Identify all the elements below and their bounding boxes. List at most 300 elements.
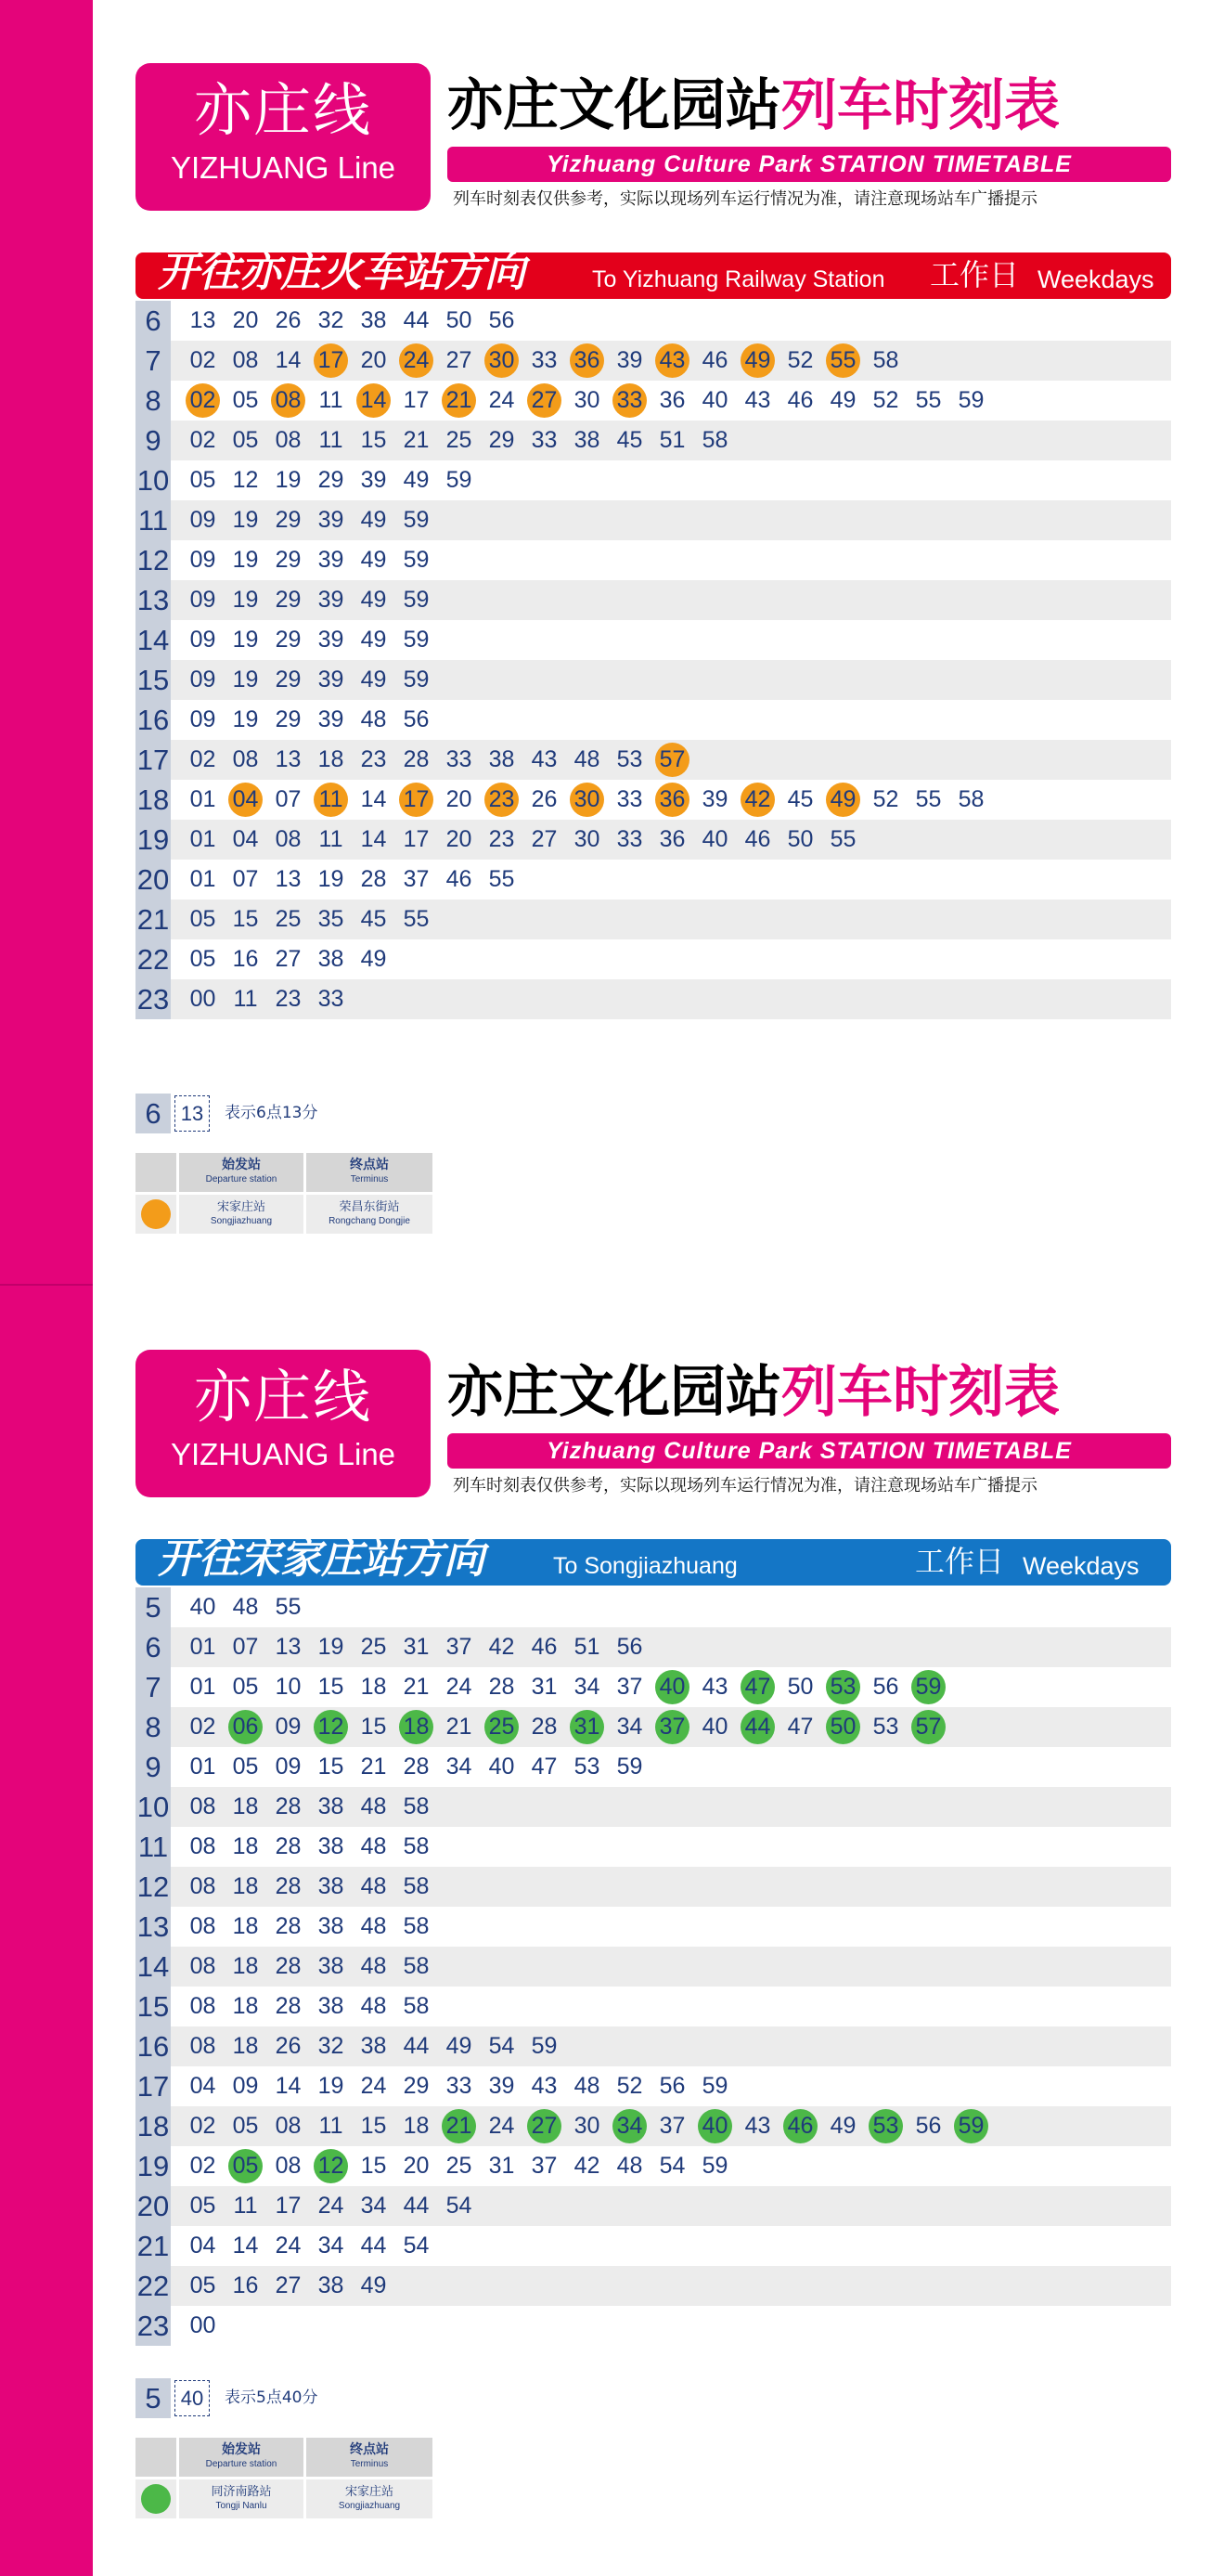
minute-cell: 23 [488, 826, 515, 852]
minute-cell: 01 [189, 866, 216, 892]
hour-label: 21 [135, 2226, 171, 2266]
minute-cell: 14 [360, 826, 387, 852]
minute-cell-short-turn: 46 [783, 2109, 818, 2143]
minute-cell: 15 [360, 2153, 387, 2179]
minute-cell-short-turn: 12 [314, 2149, 348, 2183]
green-dot-icon [141, 2484, 171, 2514]
hour-label: 7 [135, 1667, 171, 1707]
station-title [447, 1359, 1060, 1426]
timetable-row [135, 421, 1171, 460]
timetable-row [135, 540, 1171, 580]
example-hour: 5 [135, 2378, 171, 2418]
hour-label: 10 [135, 1787, 171, 1827]
minute-cell: 58 [403, 1793, 430, 1819]
minute-cell: 01 [189, 826, 216, 852]
minute-cell: 24 [317, 2193, 344, 2219]
minute-cell: 55 [830, 826, 857, 852]
timetable-row [135, 1747, 1171, 1787]
minute-cell: 04 [189, 2233, 216, 2259]
minute-cell: 53 [616, 746, 643, 772]
hour-label: 14 [135, 1947, 171, 1987]
minute-cell: 52 [872, 786, 899, 812]
minute-cell-short-turn: 37 [655, 1710, 689, 1744]
minute-cell: 47 [531, 1754, 558, 1780]
line-logo [135, 1350, 431, 1497]
minute-cell: 51 [659, 427, 686, 453]
direction-en: To Songjiazhuang [553, 1553, 738, 1579]
minute-cell-short-turn: 08 [271, 383, 305, 418]
minute-cell: 20 [403, 2153, 430, 2179]
minute-cell: 15 [360, 1714, 387, 1740]
minute-cell: 08 [275, 2113, 302, 2139]
minute-cell: 51 [573, 1634, 600, 1660]
minute-cell-short-turn: 33 [612, 383, 647, 418]
legend-end-station [306, 2479, 432, 2518]
minute-cell: 44 [360, 2233, 387, 2259]
minute-cell: 28 [531, 1714, 558, 1740]
minute-cell-short-turn: 25 [484, 1710, 519, 1744]
minute-cell: 39 [360, 467, 387, 493]
hour-label: 17 [135, 740, 171, 780]
minute-cell: 54 [488, 2033, 515, 2059]
minute-cell: 48 [232, 1594, 259, 1620]
station-title [447, 72, 1060, 139]
timetable-row [135, 1867, 1171, 1907]
notice-text: 列车时刻表仅供参考，实际以现场列车运行情况为准，请注意现场站车广播提示 [453, 189, 1037, 209]
timetable-row [135, 580, 1171, 620]
legend-row [135, 2479, 432, 2518]
minute-cell: 18 [232, 1953, 259, 1979]
minute-cell: 48 [573, 746, 600, 772]
timetable-row [135, 2266, 1171, 2306]
minute-cell: 49 [360, 2272, 387, 2298]
minute-cell: 20 [445, 826, 472, 852]
timetable-row [135, 2146, 1171, 2186]
start-station-zh: 同济南路站 [211, 2485, 272, 2499]
minute-cell-short-turn: 06 [228, 1710, 263, 1744]
minute-cell: 39 [317, 547, 344, 573]
minute-cell-short-turn: 36 [655, 783, 689, 817]
hour-label: 17 [135, 2066, 171, 2106]
minute-cell: 44 [403, 2193, 430, 2219]
timetable-title-zh: 列车时刻表 [781, 73, 1060, 138]
hour-label: 13 [135, 1907, 171, 1947]
timetable-rows [135, 301, 1171, 1019]
minute-cell: 16 [232, 946, 259, 972]
departure-header-en: Departure station [205, 1174, 277, 1184]
minute-cell-short-turn: 18 [399, 1710, 433, 1744]
day-type-zh: 工作日 [930, 257, 1020, 292]
hour-label: 16 [135, 700, 171, 740]
minute-cell: 33 [445, 746, 472, 772]
minute-cell: 48 [360, 1793, 387, 1819]
minute-cell: 25 [445, 2153, 472, 2179]
minute-cell: 18 [403, 2113, 430, 2139]
hour-label: 15 [135, 1987, 171, 2026]
minute-cell: 58 [702, 427, 728, 453]
timetable-title-zh: 列车时刻表 [781, 1360, 1060, 1425]
minute-cell: 59 [616, 1754, 643, 1780]
minute-cell: 14 [232, 2233, 259, 2259]
minute-cell: 29 [275, 587, 302, 613]
hour-label: 10 [135, 460, 171, 500]
timetable-row [135, 620, 1171, 660]
minute-cell: 05 [189, 2272, 216, 2298]
minute-cell: 46 [744, 826, 771, 852]
minute-cell: 24 [445, 1674, 472, 1700]
minute-cell: 50 [787, 826, 814, 852]
minute-cell: 01 [189, 786, 216, 812]
minute-cell: 02 [189, 427, 216, 453]
minute-cell: 00 [189, 986, 216, 1012]
orange-dot-icon [141, 1199, 171, 1229]
hour-label: 19 [135, 820, 171, 860]
timetable-row [135, 1947, 1171, 1987]
minute-cell: 28 [275, 1913, 302, 1939]
minute-cell-short-turn: 40 [655, 1670, 689, 1704]
timetable-row [135, 301, 1171, 341]
minute-cell: 29 [403, 2073, 430, 2099]
minute-cell: 50 [445, 307, 472, 333]
minute-cell: 52 [787, 347, 814, 373]
hour-label: 18 [135, 2106, 171, 2146]
minute-cell: 24 [488, 387, 515, 413]
hour-label: 8 [135, 381, 171, 421]
minute-cell: 55 [403, 906, 430, 932]
minute-cell-short-turn: 36 [570, 343, 604, 378]
timetable-row [135, 979, 1171, 1019]
minute-cell: 02 [189, 2113, 216, 2139]
minute-cell: 09 [275, 1714, 302, 1740]
direction-en: To Yizhuang Railway Station [592, 266, 885, 292]
direction-bar [135, 249, 1171, 299]
minute-cell: 15 [360, 2113, 387, 2139]
minute-cell: 25 [275, 906, 302, 932]
minute-cell: 00 [189, 2312, 216, 2338]
minute-cell: 43 [531, 2073, 558, 2099]
minute-cell: 40 [702, 826, 728, 852]
timetable-row [135, 1907, 1171, 1947]
direction-bar [135, 1535, 1171, 1586]
legend-blank-cell [135, 2438, 176, 2477]
hour-label: 6 [135, 1627, 171, 1667]
minute-cell: 52 [872, 387, 899, 413]
legend-table [135, 1153, 432, 1234]
minute-cell-short-turn: 11 [314, 783, 348, 817]
minute-cell: 11 [233, 986, 258, 1012]
hour-label: 9 [135, 1747, 171, 1787]
departure-header-en: Departure station [205, 2459, 277, 2469]
hour-label: 16 [135, 2026, 171, 2066]
minute-cell: 09 [189, 547, 216, 573]
minute-cell: 16 [232, 2272, 259, 2298]
minute-cell: 59 [702, 2073, 728, 2099]
minute-cell: 37 [445, 1634, 472, 1660]
hour-label: 14 [135, 620, 171, 660]
direction-zh: 开往亦庄火车站方向 [158, 249, 525, 296]
minute-cell: 04 [232, 826, 259, 852]
minute-cell: 59 [403, 547, 430, 573]
hour-label: 13 [135, 580, 171, 620]
minute-cell: 28 [275, 1833, 302, 1859]
minute-cell: 42 [573, 2153, 600, 2179]
minute-cell: 29 [275, 547, 302, 573]
hour-label: 20 [135, 860, 171, 900]
direction-zh: 开往宋家庄站方向 [158, 1535, 484, 1583]
minute-cell: 59 [403, 667, 430, 693]
start-station-zh: 宋家庄站 [216, 1200, 265, 1214]
minute-cell: 29 [275, 706, 302, 732]
minute-cell: 17 [403, 826, 430, 852]
minute-cell: 18 [232, 1993, 259, 2019]
minute-cell: 38 [360, 307, 387, 333]
example-explanation: 表示5点40分 [225, 2388, 318, 2407]
minute-cell: 27 [275, 946, 302, 972]
minute-cell: 45 [616, 427, 643, 453]
minute-cell: 28 [488, 1674, 515, 1700]
departure-header-zh: 始发站 [222, 1158, 261, 1172]
minute-cell: 58 [403, 1913, 430, 1939]
minute-cell: 05 [232, 427, 259, 453]
legend-marker-cell [135, 2479, 176, 2518]
minute-cell: 59 [531, 2033, 558, 2059]
minute-cell: 36 [659, 387, 686, 413]
minute-cell: 29 [275, 667, 302, 693]
minute-cell: 39 [317, 667, 344, 693]
example-hour: 6 [135, 1094, 171, 1133]
minute-cell-short-turn: 57 [911, 1710, 946, 1744]
minute-cell: 18 [360, 1674, 387, 1700]
timetable-panel-songjiazhuang [135, 1350, 1171, 2519]
minute-cell: 39 [317, 507, 344, 533]
legend-start-station [179, 2479, 303, 2518]
minute-cell: 11 [233, 2193, 258, 2219]
minute-cell: 19 [317, 866, 344, 892]
minute-cell-short-turn: 40 [698, 2109, 732, 2143]
minute-cell-short-turn: 57 [655, 743, 689, 777]
hour-label: 8 [135, 1707, 171, 1747]
minute-cell: 18 [232, 1913, 259, 1939]
minute-cell: 52 [616, 2073, 643, 2099]
minute-cell: 17 [275, 2193, 302, 2219]
minute-cell: 38 [317, 1953, 344, 1979]
timetable-row [135, 1787, 1171, 1827]
minute-cell: 18 [232, 1873, 259, 1899]
minute-cell-short-turn: 05 [228, 2149, 263, 2183]
minute-cell-short-turn: 59 [911, 1670, 946, 1704]
minute-cell: 33 [531, 347, 558, 373]
minute-cell: 19 [232, 507, 259, 533]
minute-cell: 44 [403, 2033, 430, 2059]
minute-cell: 19 [232, 706, 259, 732]
minute-cell: 59 [403, 627, 430, 653]
minute-cell: 07 [232, 1634, 259, 1660]
minute-cell: 59 [403, 587, 430, 613]
minute-cell: 09 [189, 706, 216, 732]
timetable-row [135, 700, 1171, 740]
terminus-header-zh: 终点站 [350, 1158, 389, 1172]
minute-cell: 11 [318, 2113, 343, 2139]
minute-cell-short-turn: 17 [399, 783, 433, 817]
minute-cell: 28 [275, 1793, 302, 1819]
minute-cell: 49 [360, 627, 387, 653]
hour-label: 11 [135, 1827, 171, 1867]
minute-cell-short-turn: 24 [399, 343, 433, 378]
minute-cell: 26 [531, 786, 558, 812]
minute-cell: 19 [232, 667, 259, 693]
minute-cell: 13 [275, 746, 302, 772]
minute-cell: 49 [445, 2033, 472, 2059]
minute-cell: 29 [275, 507, 302, 533]
minute-cell: 31 [403, 1634, 430, 1660]
hour-label: 18 [135, 780, 171, 820]
example-minute: 13 [174, 1095, 210, 1132]
minute-cell: 54 [445, 2193, 472, 2219]
minute-cell: 33 [531, 427, 558, 453]
minute-cell: 48 [616, 2153, 643, 2179]
minute-cell: 18 [317, 746, 344, 772]
start-station-en: Tongji Nanlu [215, 2501, 267, 2511]
minute-cell: 01 [189, 1754, 216, 1780]
minute-cell: 02 [189, 1714, 216, 1740]
hour-label: 11 [135, 500, 171, 540]
minute-cell-short-turn: 55 [826, 343, 860, 378]
minute-cell: 40 [702, 387, 728, 413]
minute-cell: 34 [573, 1674, 600, 1700]
minute-cell: 54 [403, 2233, 430, 2259]
minute-cell: 43 [744, 387, 771, 413]
end-station-en: Songjiazhuang [338, 2501, 401, 2511]
minute-cell: 21 [360, 1754, 387, 1780]
minute-cell: 08 [189, 1793, 216, 1819]
minute-cell: 08 [275, 2153, 302, 2179]
legend-terminus-header [306, 2438, 432, 2477]
minute-cell: 49 [403, 467, 430, 493]
minute-cell: 34 [360, 2193, 387, 2219]
minute-cell: 56 [616, 1634, 643, 1660]
timetable-row [135, 820, 1171, 860]
station-name-en: Yizhuang Culture Park STATION TIMETABLE [447, 147, 1171, 182]
minute-cell: 53 [872, 1714, 899, 1740]
minute-cell: 39 [488, 2073, 515, 2099]
minute-cell: 38 [317, 1833, 344, 1859]
minute-cell-short-turn: 30 [484, 343, 519, 378]
timetable-row [135, 381, 1171, 421]
minute-cell: 58 [872, 347, 899, 373]
minute-cell: 58 [403, 1953, 430, 1979]
minute-cell: 28 [275, 1873, 302, 1899]
minute-cell-short-turn: 02 [186, 383, 220, 418]
minute-cell: 15 [232, 906, 259, 932]
hour-label: 22 [135, 2266, 171, 2306]
minute-cell: 38 [360, 2033, 387, 2059]
minute-cell: 08 [189, 1913, 216, 1939]
hour-label: 15 [135, 660, 171, 700]
hour-label: 22 [135, 939, 171, 979]
timetable-row [135, 1667, 1171, 1707]
minute-cell: 47 [787, 1714, 814, 1740]
minute-cell: 58 [403, 1993, 430, 2019]
legend-header-row [135, 2438, 432, 2477]
minute-cell: 38 [317, 1993, 344, 2019]
minute-cell-short-turn: 27 [527, 383, 561, 418]
minute-cell: 08 [189, 1833, 216, 1859]
minute-cell: 42 [488, 1634, 515, 1660]
minute-cell: 21 [403, 1674, 430, 1700]
timetable-row [135, 1707, 1171, 1747]
minute-cell-short-turn: 44 [741, 1710, 775, 1744]
legend-start-station [179, 1195, 303, 1234]
minute-cell: 58 [403, 1833, 430, 1859]
station-name-en: Yizhuang Culture Park STATION TIMETABLE [447, 1433, 1171, 1469]
minute-cell: 08 [232, 746, 259, 772]
minute-cell: 05 [232, 1674, 259, 1700]
minute-cell: 56 [872, 1674, 899, 1700]
end-station-zh: 宋家庄站 [344, 2485, 393, 2499]
minute-cell: 25 [445, 427, 472, 453]
minute-cell: 05 [232, 387, 259, 413]
timetable-row [135, 2306, 1171, 2346]
minute-cell: 08 [189, 2033, 216, 2059]
minute-cell: 15 [360, 427, 387, 453]
minute-cell: 20 [232, 307, 259, 333]
minute-cell: 02 [189, 2153, 216, 2179]
minute-cell: 49 [360, 587, 387, 613]
minute-cell: 39 [702, 786, 728, 812]
minute-cell: 58 [958, 786, 985, 812]
departure-header-zh: 始发站 [222, 2442, 261, 2457]
minute-cell: 28 [275, 1953, 302, 1979]
minute-cell: 24 [360, 2073, 387, 2099]
minute-cell: 49 [360, 547, 387, 573]
minute-cell-short-turn: 14 [356, 383, 391, 418]
minute-cell: 48 [360, 706, 387, 732]
minute-cell: 08 [232, 347, 259, 373]
minute-cell-short-turn: 59 [954, 2109, 988, 2143]
minute-cell: 38 [317, 946, 344, 972]
minute-cell: 28 [403, 1754, 430, 1780]
end-station-zh: 荣昌东街站 [339, 1200, 400, 1214]
line-name-zh: 亦庄线 [193, 76, 372, 144]
example-explanation: 表示6点13分 [225, 1104, 318, 1122]
minute-cell: 39 [317, 706, 344, 732]
minute-cell: 54 [659, 2153, 686, 2179]
hour-label: 23 [135, 979, 171, 1019]
minute-cell: 56 [915, 2113, 942, 2139]
minute-cell-short-turn: 21 [442, 2109, 476, 2143]
timetable-row [135, 2186, 1171, 2226]
minute-cell: 49 [360, 507, 387, 533]
minute-cell: 38 [317, 2272, 344, 2298]
minute-cell: 01 [189, 1674, 216, 1700]
minute-cell: 34 [317, 2233, 344, 2259]
minute-cell: 39 [317, 587, 344, 613]
minute-cell: 46 [702, 347, 728, 373]
minute-cell: 26 [275, 307, 302, 333]
day-type-en: Weekdays [1037, 265, 1154, 293]
minute-cell: 11 [318, 387, 343, 413]
timetable-row [135, 2106, 1171, 2146]
minute-cell: 38 [317, 1873, 344, 1899]
legend-departure-header [179, 1153, 303, 1192]
minute-cell: 10 [275, 1674, 302, 1700]
minute-cell: 56 [659, 2073, 686, 2099]
minute-cell: 37 [616, 1674, 643, 1700]
minute-cell-short-turn: 49 [826, 783, 860, 817]
timetable-rows [135, 1587, 1171, 2346]
minute-cell: 19 [275, 467, 302, 493]
hour-label: 5 [135, 1587, 171, 1627]
